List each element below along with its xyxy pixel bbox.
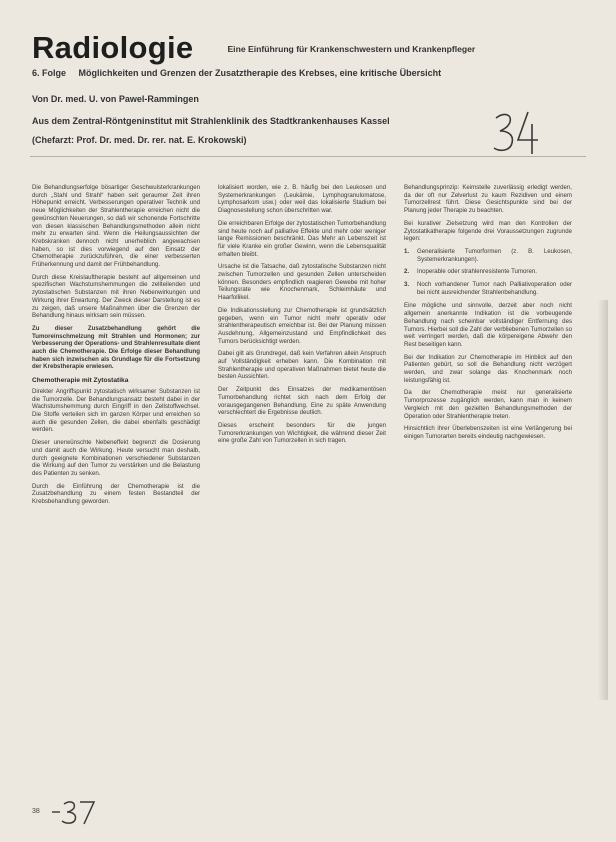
paragraph: Durch diese Kreislauftherapie besteht auf allgemeinen und spezifischen Wachstumshemmungen die zellteilenden und zytostatischen Substanzen mit ihren Nebenwirkungen und Wirkung ihrer Erwartung. Der Zweck dieser Darstellung ist es zu zeigen, daß unsere Maßnahmen über die Grenzen der Behandlung hinaus wirksam sein müssen. xyxy=(32,273,200,320)
paragraph: Zu dieser Zusatzbehandlung gehört die Tumoreinschmelzung mit Strahlen und Hormonen; zur Verbesserung der Operations- und Strahlenresultate dient auch die Chemotherapie. Die Erfolge dieser Behandlung haben sich inzwischen als Grundlage für die Fortsetzung der Krebstherapie erwiesen. xyxy=(32,324,200,371)
paragraph: Hinsichtlich ihrer Überlebenszeiten ist eine Verlängerung bei einigen Tumorarten bereits eindeutig nachgewiesen. xyxy=(404,425,572,440)
scan-edge-shadow xyxy=(598,300,608,700)
part-title: Möglichkeiten und Grenzen der Zusatztherapie des Krebses, eine kritische Übersicht xyxy=(78,68,442,78)
list-item xyxy=(404,248,572,263)
page-number: 38 xyxy=(32,808,40,815)
paragraph: Dieser unerwünschte Nebeneffekt begrenzt die Dosierung und damit auch die Wirkung. Heute versucht man deshalb, durch geeignete Kombinationen verschiedener Substanzen die Wirkung auf den Tumor zu verstärken und die Belastung des Patienten zu senken. xyxy=(32,439,200,477)
paragraph: Die erreichbaren Erfolge der zytostatischen Tumorbehandlung sind heute noch auf palliative Effekte und mehr oder weniger lange Remissionen beschränkt. Das Mehr an Lebenszeit ist für viele Kranke ein großer Gewinn, wenn die Lebensqualität erhalten bleibt. xyxy=(218,219,386,258)
part-line xyxy=(32,68,441,78)
paragraph: Durch die Einführung der Chemotherapie ist die Zusatzbehandlung zu einem festen Bestandteil der Krebsbehandlung geworden. xyxy=(32,482,200,506)
indication-list xyxy=(404,248,572,297)
paragraph: Behandlungsprinzip: Keimstelle zuverlässig erledigt werden, da der oft nur Zelverlust zu kaum Rezidiven und einem Tumorzellrest führt. Diese Gesichtspunkte sind bei der Planung jeder Therapie zu beachten. xyxy=(404,184,572,215)
list-item-text: Inoperable oder strahlenresistente Tumoren. xyxy=(417,268,537,276)
paragraph: Die Indikationsstellung zur Chemotherapie ist grundsätzlich gegeben, wenn ein Tumor nicht mehr operativ oder strahlentherapeutisch erreichbar ist. Bei der Planung müssen Ausdehnung, Allgemeinzustand und Empfindlichkeit des Tumors berücksichtigt werden. xyxy=(218,306,386,345)
author-line: Von Dr. med. U. von Pawel-Rammingen xyxy=(32,94,199,104)
list-number: 1. xyxy=(404,247,410,255)
series-subtitle: Eine Einführung für Krankenschwestern und Krankenpfleger xyxy=(227,44,476,54)
list-number: 2. xyxy=(404,268,410,276)
paragraph: Da der Chemotherapie meist nur generalisierte Tumorprozesse zugänglich werden, kann man in keinem Vergleich mit den gezielten Behandlungsmethoden der Operation oder Strahlentherapie treten. xyxy=(404,389,572,420)
handwritten-note-34 xyxy=(488,104,548,164)
paragraph: Bei kurativer Zielsetzung wird man den Kontrollen der Zytostatikatherapie folgende drei Voraussetzungen zugrunde legen: xyxy=(404,219,572,243)
list-number: 3. xyxy=(404,281,410,289)
handwritten-page-number xyxy=(50,796,100,826)
part-number: 6. Folge xyxy=(32,68,67,78)
article-title: Radiologie xyxy=(32,30,194,65)
body-column-2 xyxy=(218,184,386,744)
paragraph: lokalisiert worden, wie z. B. häufig bei den Leukosen und Systemerkrankungen (Leukämie, Lymphogranulomatose, Lymphosarkom usw.) oder weil das lokalisierte Stadium bei Diagnosestellung schon überschritten war. xyxy=(218,184,386,215)
list-item xyxy=(404,281,572,296)
institute-line: Aus dem Zentral-Röntgeninstitut mit Strahlenklinik des Stadtkrankenhauses Kassel xyxy=(32,116,390,126)
list-item-text: Generalisierte Tumorformen (z. B. Leukosen, Systemerkrankungen). xyxy=(417,247,572,263)
paragraph: Ursache ist die Tatsache, daß zytostatische Substanzen nicht zwischen Tumorzellen und gesunden Zellen unterscheiden können. Besonders empfindlich reagieren Gewebe mit hoher Teilungsrate wie Knochenmark, Schleimhäute und Haarfollikel. xyxy=(218,263,386,302)
paragraph: Dieses erscheint besonders für die jungen Tumorerkrankungen von Wichtigkeit, die während dieser Zeit eine große Zahl von Tumorzellen in sich tragen. xyxy=(218,421,386,445)
paragraph: Die Behandlungserfolge bösartiger Geschwulsterkrankungen durch „Stahl und Strahl“ haben seit geraumer Zeit ihren Höhepunkt erreicht. Verbesserungen operativer Technik und neue Möglichkeiten der Strahlentherapie erreichen nicht die gewünschten Neuerungen, so daß wir schonende Fortschritte von diesen klassischen Behandlungsmethoden allein nicht mehr zu erwarten sind. Wenn die Heilungsaussichten der Krebskranken dennoch nicht unerheblich angewachsen haben, so ist dies vorwiegend auf den Einsatz der Chemotherapie zurückzuführen, die einer verbesserten Früherkennung und damit der Frühbehandlung. xyxy=(32,184,200,269)
list-item-text: Noch vorhandener Tumor nach Palliativoperation oder bei nicht ausreichender Strahlenbehandlung. xyxy=(417,281,572,296)
chief-line: (Chefarzt: Prof. Dr. med. Dr. rer. nat. E. Krokowski) xyxy=(32,135,247,145)
paragraph: Eine mögliche und sinnvolle, derzeit aber noch nicht allgemein anerkannte Indikation ist die vorbeugende Behandlung nach scheinbar vollständiger Entfernung des Tumors. Hierbei soll die Zahl der verbliebenen Tumorzellen so weit verringert werden, daß die körpereigene Abwehr den Rest beseitigen kann. xyxy=(404,302,572,348)
body-column-3 xyxy=(404,184,572,744)
title-row xyxy=(32,30,592,66)
paragraph: Bei der Indikation zur Chemotherapie im Hinblick auf den Patienten gebürt, so soll die Behandlung nicht verzögert werden, und zwar solange das Knochenmark noch leistungsfähig ist. xyxy=(404,353,572,384)
paragraph: Dabei gilt als Grundregel, daß kein Verfahren allein Anspruch auf Vollständigkeit erheben kann. Die Kombination mit Strahlentherapie und operativen Maßnahmen bietet heute die besten Aussichten. xyxy=(218,350,386,381)
paragraph: Direkter Angriffspunkt zytostatisch wirksamer Substanzen ist die Tumorzelle. Der Behandlungsansatz besteht dabei in der Wachstumshemmung durch Eingriff in den Zellstoffwechsel. Die Stoffe verteilen sich im ganzen Körper und erreichen so auch die gesunden Zellen, die dabei ebenfalls geschädigt werden. xyxy=(32,387,200,434)
header-divider xyxy=(30,156,586,157)
body-column-1 xyxy=(32,184,200,744)
article-body xyxy=(32,184,592,744)
article-header xyxy=(32,30,592,66)
paragraph: Der Zeitpunkt des Einsatzes der medikamentösen Tumorbehandlung richtet sich nach dem Erfolg der vorausgegangenen Behandlung. Eine zu späte Anwendung verschlechtert die Ergebnisse deutlich. xyxy=(218,386,386,417)
list-item xyxy=(404,268,572,276)
section-heading: Chemotherapie mit Zytostatika xyxy=(32,377,129,385)
